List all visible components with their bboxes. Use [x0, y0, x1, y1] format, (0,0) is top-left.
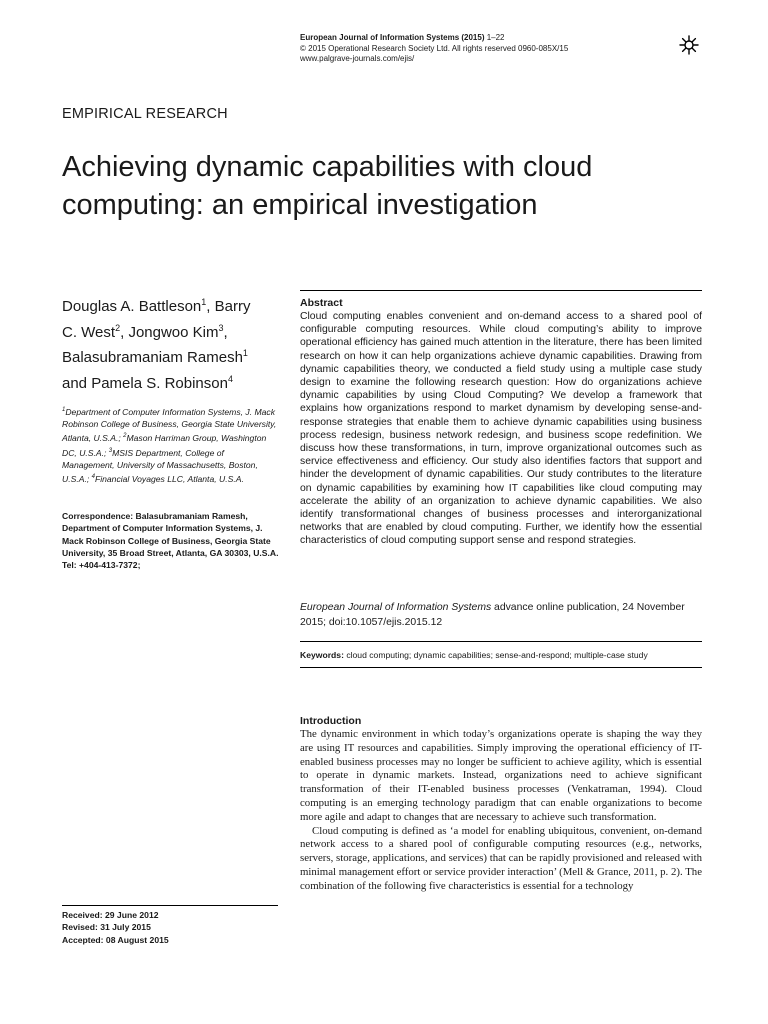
- journal-pages: 1–22: [484, 33, 505, 42]
- author-name: Jongwoo Kim: [128, 323, 219, 341]
- journal-name: European Journal of Information Systems (2015): [300, 33, 485, 42]
- correspondence-tel: Tel: +404-413-7372;: [62, 560, 141, 571]
- author-name: Barry C. West: [62, 298, 251, 341]
- publisher-logo-icon: [678, 34, 700, 56]
- revised-date: Revised: 31 July 2015: [62, 922, 151, 933]
- author-sup: 4: [227, 373, 233, 384]
- correspondence-block: [62, 510, 282, 571]
- affiliation-sup: 2: [123, 433, 127, 440]
- affiliation-text: MSIS Department, College of Management, University of Massachusetts, Boston, U.S.A.;: [62, 447, 258, 484]
- introduction-paragraph-1: The dynamic environment in which today’s organizations operate is shaping the way they are using IT resources and capabilities. Simply improving the operational efficiency of IT-enabled business processes may no longer be sufficient to achieve agility, which is essential to operate in dynamic markets. Instead, organizations need to achieve significant transformation of their IT-enabled business processes (Venkatraman, 1994). Cloud computing is an emerging technology paradigm that can enable organizations to become more agile and adapt to changes that are necessary to achieve such transformation.: [300, 728, 702, 823]
- author-list: [62, 292, 262, 394]
- publication-dates: [62, 909, 169, 946]
- author-sup: 3: [218, 322, 224, 333]
- section-label: EMPIRICAL RESEARCH: [62, 106, 228, 122]
- keywords-top-divider: [300, 641, 702, 642]
- introduction-body: [300, 728, 702, 894]
- introduction-paragraph-2: Cloud computing is defined as ‘a model for enabling ubiquitous, convenient, on-demand network access to a shared pool of configurable computing resources (e.g., networks, servers, storage, applications, and services) that can be rapidly provisioned and released with minimal management effort or service provider interaction’ (Mell & Grance, 2011, p. 2). The combination of the following five characteristics is essential for a technology: [300, 824, 702, 892]
- author-sup: 2: [115, 322, 121, 333]
- affiliation-text: Department of Computer Information Systems, J. Mack Robinson College of Business, Georgia State University, Atlanta, U.S.A.;: [62, 406, 277, 444]
- citation-details: advance online publication, 24 November 2015; doi:10.1057/ejis.2015.12: [300, 602, 685, 628]
- article-title: Achieving dynamic capabilities with cloud computing: an empirical investigation: [62, 151, 593, 221]
- citation-journal: European Journal of Information Systems: [300, 602, 492, 613]
- abstract-citation: [300, 600, 702, 630]
- author-separator: ,: [206, 298, 215, 315]
- author-name: Balasubramaniam Ramesh: [62, 349, 243, 366]
- keywords-line: [300, 650, 710, 660]
- keywords-bottom-divider: [300, 667, 702, 668]
- author-name: Pamela S. Robinson: [91, 374, 228, 392]
- affiliation-sup: 3: [108, 447, 113, 454]
- journal-header: [300, 33, 690, 65]
- affiliation-sup: 1: [62, 407, 66, 413]
- introduction-heading: Introduction: [300, 715, 362, 727]
- author-name: Douglas A. Battleson: [62, 298, 202, 315]
- received-date: Received: 29 June 2012: [62, 910, 159, 920]
- correspondence-address: Correspondence: Balasubramaniam Ramesh, Department of Computer Information Systems, J. Mack Robinson College of Business, Georgia State University, 35 Broad Street, Atlanta, GA 30303, U.S.A.: [62, 511, 279, 558]
- affiliations: [62, 404, 277, 485]
- affiliation-sup: 4: [91, 474, 95, 481]
- copyright-line: © 2015 Operational Research Society Ltd. All rights reserved 0960-085X/15: [300, 43, 569, 53]
- abstract-heading: Abstract: [300, 297, 343, 309]
- author-separator: ,: [120, 323, 129, 341]
- accepted-date: Accepted: 08 August 2015: [62, 934, 169, 945]
- author-separator: ,: [223, 323, 228, 341]
- journal-url[interactable]: www.palgrave-journals.com/ejis/: [300, 54, 415, 63]
- author-separator: and: [62, 374, 92, 392]
- author-sup: 1: [201, 297, 207, 307]
- affiliation-text: Mason Harriman Group, Washington DC, U.S.A.;: [62, 433, 267, 458]
- abstract-body: Cloud computing enables convenient and on-demand access to a shared pool of configurable computing resources. While cloud computing’s ability to improve operational efficiency has gained much attention in the literature, there has been limited research on how it can help organizations achieve dynamic capabilities. Drawing from dynamic capabilities theory, we conducted a field study using a multiple case study design to examine the following research question: How do organizations achieve dynamic capabilities by using Cloud Computing? We develop a framework that explains how organizations respond to market dynamism by developing sense-and-response strategies that enable them to achieve dynamic capabilities using business process redesign, business network redesign, and business scope redefinition. We discuss how these transformations, in turn, improve organizational outcomes such as service effectiveness and efficiency. Our study also identifies factors that support and hinder the development of dynamic capabilities. Our study contributes to the literature on dynamic capabilities by examining how IT capabilities like cloud computing may accelerate the ability of an organization to achieve dynamic capabilities. We also identify transformational changes of business processes and interorganizational networks that are enabled by cloud computing. Further, we identify how the essential characteristics of cloud computing support sense and respond strategies.: [300, 311, 702, 547]
- affiliation-text: Financial Voyages LLC, Atlanta, U.S.A.: [94, 473, 244, 484]
- abstract-top-divider: [300, 290, 702, 291]
- dates-divider: [62, 905, 278, 906]
- author-sup: 1: [242, 348, 248, 358]
- keywords-label: Keywords:: [300, 650, 344, 660]
- keywords-text: cloud computing; dynamic capabilities; sense-and-respond; multiple-case study: [343, 650, 648, 660]
